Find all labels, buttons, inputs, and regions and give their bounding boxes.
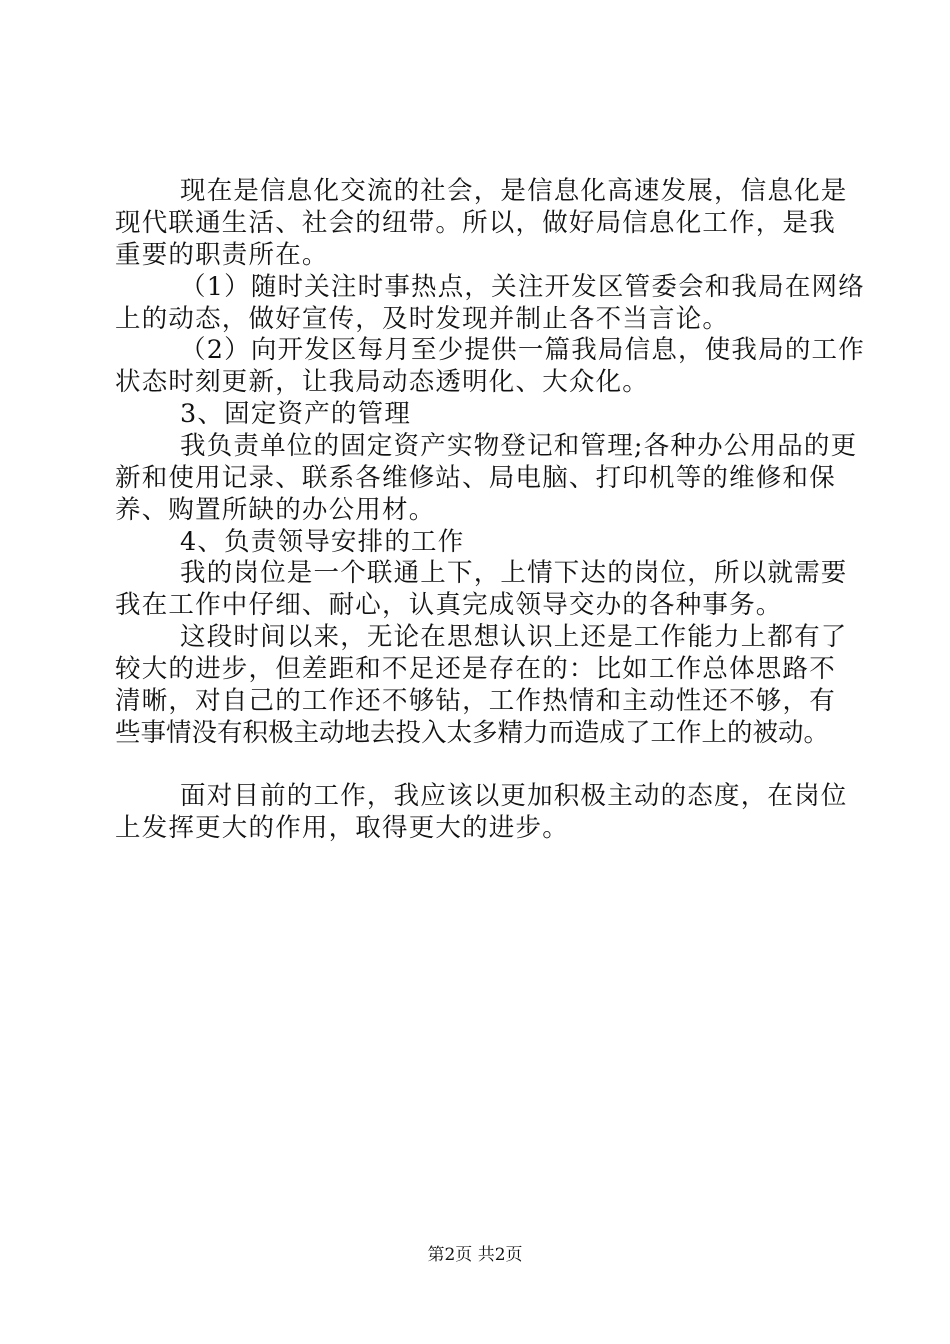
- text-line: 较大的进步，但差距和不足还是存在的：比如工作总体思路不: [115, 654, 836, 684]
- text-line: 新和使用记录、联系各维修站、局电脑、打印机等的维修和保: [115, 463, 836, 493]
- text-line: 养、购置所缺的办公用材。: [115, 495, 436, 525]
- text-line: 上发挥更大的作用，取得更大的进步。: [115, 813, 569, 843]
- text-line: 现在是信息化交流的社会，是信息化高速发展，信息化是: [180, 176, 848, 206]
- text-line: 我在工作中仔细、耐心，认真完成领导交办的各种事务。: [115, 590, 783, 620]
- text-line: 状态时刻更新，让我局动态透明化、大众化。: [115, 367, 650, 397]
- text-line: 现代联通生活、社会的纽带。所以，做好局信息化工作，是我: [115, 208, 836, 238]
- text-line: 上的动态，做好宣传，及时发现并制止各不当言论。: [115, 304, 730, 334]
- section-heading: 3、固定资产的管理: [180, 399, 412, 429]
- text-line: （1）随时关注时事热点，关注开发区管委会和我局在网络: [180, 272, 865, 302]
- page-number-footer: 第2页 共2页: [427, 1245, 523, 1265]
- text-line: 我的岗位是一个联通上下，上情下达的岗位，所以就需要: [180, 558, 848, 588]
- text-line: 面对目前的工作，我应该以更加积极主动的态度，在岗位: [180, 781, 848, 811]
- section-heading: 4、负责领导安排的工作: [180, 527, 465, 557]
- text-line: 我负责单位的固定资产实物登记和管理;各种办公用品的更: [180, 431, 858, 461]
- text-line: 些事情没有积极主动地去投入太多精力而造成了工作上的被动。: [115, 718, 830, 748]
- text-line: （2）向开发区每月至少提供一篇我局信息，使我局的工作: [180, 335, 865, 365]
- text-line: 清晰，对自己的工作还不够钻，工作热情和主动性还不够，有: [115, 686, 836, 716]
- text-line: 这段时间以来，无论在思想认识上还是工作能力上都有了: [180, 622, 848, 652]
- text-line: 重要的职责所在。: [115, 240, 329, 270]
